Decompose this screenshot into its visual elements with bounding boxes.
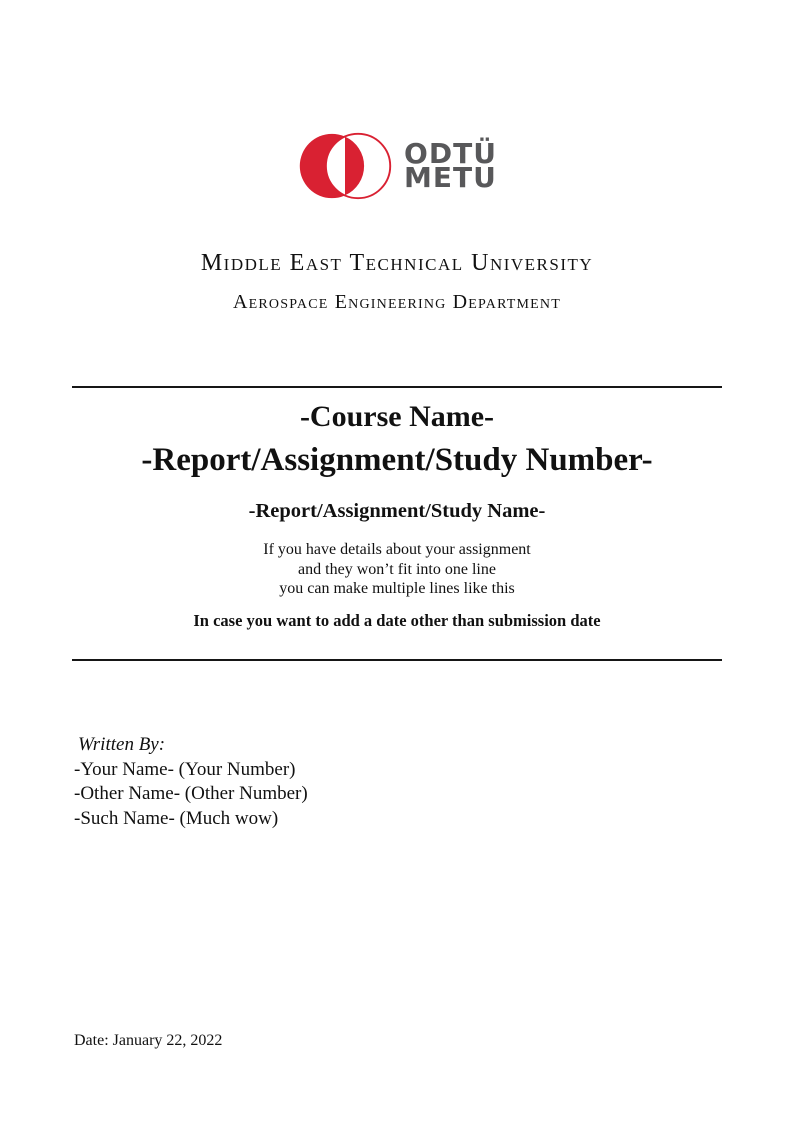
assignment-details-line: If you have details about your assignment: [263, 541, 531, 558]
metu-logo: [0, 126, 794, 206]
written-by-label: Written By:: [78, 734, 166, 755]
horizontal-rule-bottom: [72, 659, 722, 661]
custom-date-note: In case you want to add a date other than submission date: [193, 611, 601, 630]
author-line: -Other Name- (Other Number): [74, 783, 308, 804]
metu-emblem-icon: [297, 126, 393, 206]
authors-block: [74, 733, 308, 831]
horizontal-rule-top: [72, 386, 722, 388]
report-number: -Report/Assignment/Study Number-: [141, 442, 653, 478]
submission-date: Date: January 22, 2022: [74, 1032, 223, 1049]
assignment-details-line: and they won’t fit into one line: [298, 560, 496, 578]
assignment-details: [0, 540, 794, 599]
metu-logo-wordmark: [404, 137, 497, 194]
author-line: -Your Name- (Your Number): [74, 758, 296, 780]
logo-text-odtu: ODTÜ: [404, 137, 497, 170]
department-name: Aerospace Engineering Department: [233, 291, 561, 313]
report-name: -Report/Assignment/Study Name-: [248, 500, 546, 522]
assignment-details-line: you can make multiple lines like this: [279, 580, 515, 597]
course-name: -Course Name-: [299, 400, 495, 433]
university-name: Middle East Technical University: [200, 250, 594, 276]
author-line: -Such Name- (Much wow): [74, 807, 279, 829]
logo-text-metu: METU: [404, 161, 497, 194]
